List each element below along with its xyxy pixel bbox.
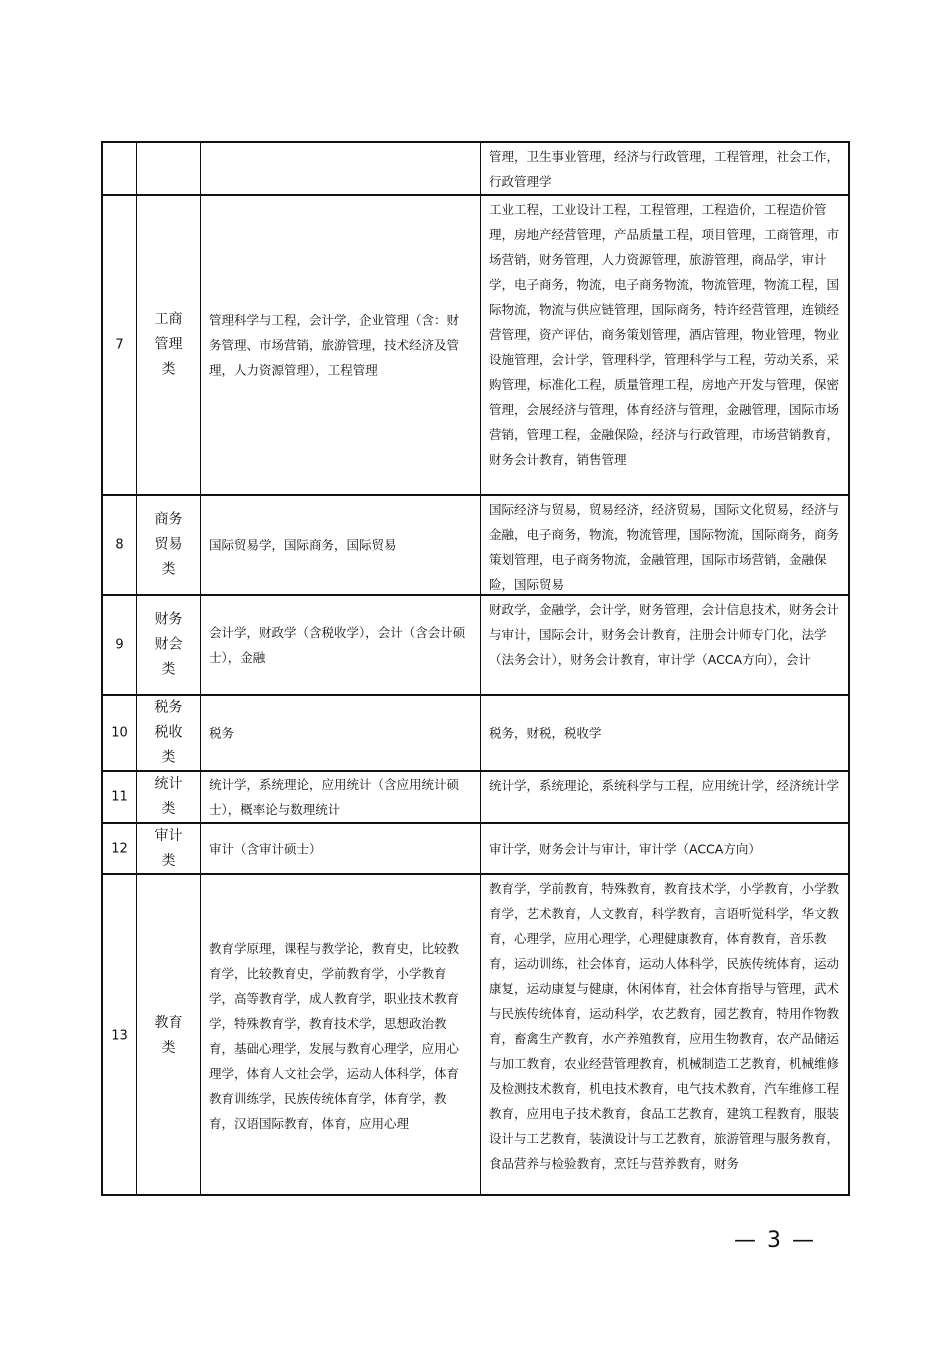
row-number: 10 xyxy=(111,725,128,741)
category-name: 工商管理类 xyxy=(154,311,183,378)
undergrad-majors: 国际经济与贸易，贸易经济，经济贸易，国际文化贸易，经济与金融，电子商务，物流，物流管理，国际物流，国际商务，商务策划管理，电子商务物流，金融管理，国际市场营销，金融保险，国际贸易 xyxy=(489,502,840,592)
category-name: 财务财会类 xyxy=(154,611,183,678)
row-number: 11 xyxy=(111,789,128,805)
table-row xyxy=(103,496,848,596)
table-row xyxy=(103,824,848,875)
graduate-majors: 统计学，系统理论，应用统计（含应用统计硕士），概率论与数理统计 xyxy=(209,777,460,817)
row-number: 8 xyxy=(115,537,124,553)
undergrad-majors: 统计学，系统理论，系统科学与工程，应用统计学，经济统计学 xyxy=(489,778,840,793)
undergrad-majors: 税务，财税，税收学 xyxy=(489,725,602,741)
undergrad-majors: 审计学，财务会计与审计，审计学（ACCA方向） xyxy=(489,841,761,856)
category-name: 教育类 xyxy=(154,1014,183,1056)
undergrad-majors: 工业工程，工业设计工程，工程管理，工程造价，工程造价管理，房地产经营管理，产品质量工程，项目管理，工商管理，市场营销，财务管理，人力资源管理，旅游管理，商品学，审计学，电子商务，物流，电子商务物流，物流管理，物流工程，国际物流，物流与供应链管理，国际商务，特许经营管理，连锁经营管理，资产评估，商务策划管理，酒店管理，物业管理，物业设施管理，会计学，管理科学，管理科学与工程，劳动关系，采购管理，标准化工程，质量管理工程，房地产开发与管理，保密管理，会展经济与管理，体育经济与管理，金融管理，国际市场营销，管理工程，金融保险，经济与行政管理，市场营销教育，财务会计教育，销售管理 xyxy=(489,202,840,467)
category-name: 商务贸易类 xyxy=(154,511,183,578)
undergrad-majors: 管理，卫生事业管理，经济与行政管理，工程管理，社会工作，行政管理学 xyxy=(489,149,840,189)
majors-table xyxy=(101,141,850,1196)
table-row xyxy=(103,143,848,196)
row-number: 13 xyxy=(111,1028,128,1043)
undergrad-majors: 财政学，金融学，会计学，财务管理，会计信息技术，财务会计与审计，国际会计，财务会计教育，注册会计师专门化，法学（法务会计），财务会计教育，审计学（ACCA方向），会计 xyxy=(489,602,840,667)
row-number: 9 xyxy=(115,637,124,653)
category-name: 统计类 xyxy=(154,776,183,817)
table-row xyxy=(103,196,848,496)
category-name: 审计类 xyxy=(154,827,183,869)
table-row xyxy=(103,596,848,696)
table-row xyxy=(103,875,848,1196)
table-row xyxy=(103,772,848,824)
graduate-majors: 审计（含审计硕士） xyxy=(209,841,322,856)
graduate-majors: 管理科学与工程，会计学，企业管理（含：财务管理、市场营销，旅游管理，技术经济及管理，人力资源管理），工程管理 xyxy=(209,312,460,378)
page-number: — 3 — xyxy=(734,1228,816,1253)
undergrad-majors: 教育学，学前教育，特殊教育，教育技术学，小学教育，小学教育学，艺术教育，人文教育，科学教育，言语听觉科学，华文教育，心理学，应用心理学，心理健康教育，体育教育，音乐教育，运动训练，社会体育，运动人体科学，民族传统体育，运动康复，运动康复与健康，休闲体育，社会体育指导与管理，武术与民族传统体育，运动科学，农艺教育，园艺教育，特用作物教育，畜禽生产教育，水产养殖教育，应用生物教育，农产品储运与加工教育，农业经营管理教育，机械制造工艺教育，机械维修及检测技术教育，机电技术教育，电气技术教育，汽车维修工程教育，应用电子技术教育，食品工艺教育，建筑工程教育，服装设计与工艺教育，装潢设计与工艺教育，旅游管理与服务教育，食品营养与检验教育，烹饪与营养教育，财务 xyxy=(489,881,840,1171)
row-number: 7 xyxy=(115,337,124,353)
graduate-majors: 税务 xyxy=(209,725,235,741)
row-number: 12 xyxy=(111,841,128,856)
graduate-majors: 教育学原理，课程与教学论，教育史，比较教育学，比较教育史，学前教育学，小学教育学，高等教育学，成人教育学，职业技术教育学，特殊教育学，教育技术学，思想政治教育，基础心理学，发展与教育心理学，应用心理学，体育人文社会学，运动人体科学，体育教育训练学，民族传统体育学，体育学，教育，汉语国际教育，体育，应用心理 xyxy=(209,940,460,1131)
graduate-majors: 会计学，财政学（含税收学），会计（含会计硕士），金融 xyxy=(209,625,466,665)
graduate-majors: 国际贸易学，国际商务，国际贸易 xyxy=(209,537,397,553)
table-row xyxy=(103,696,848,772)
category-name: 税务税收类 xyxy=(154,699,183,766)
